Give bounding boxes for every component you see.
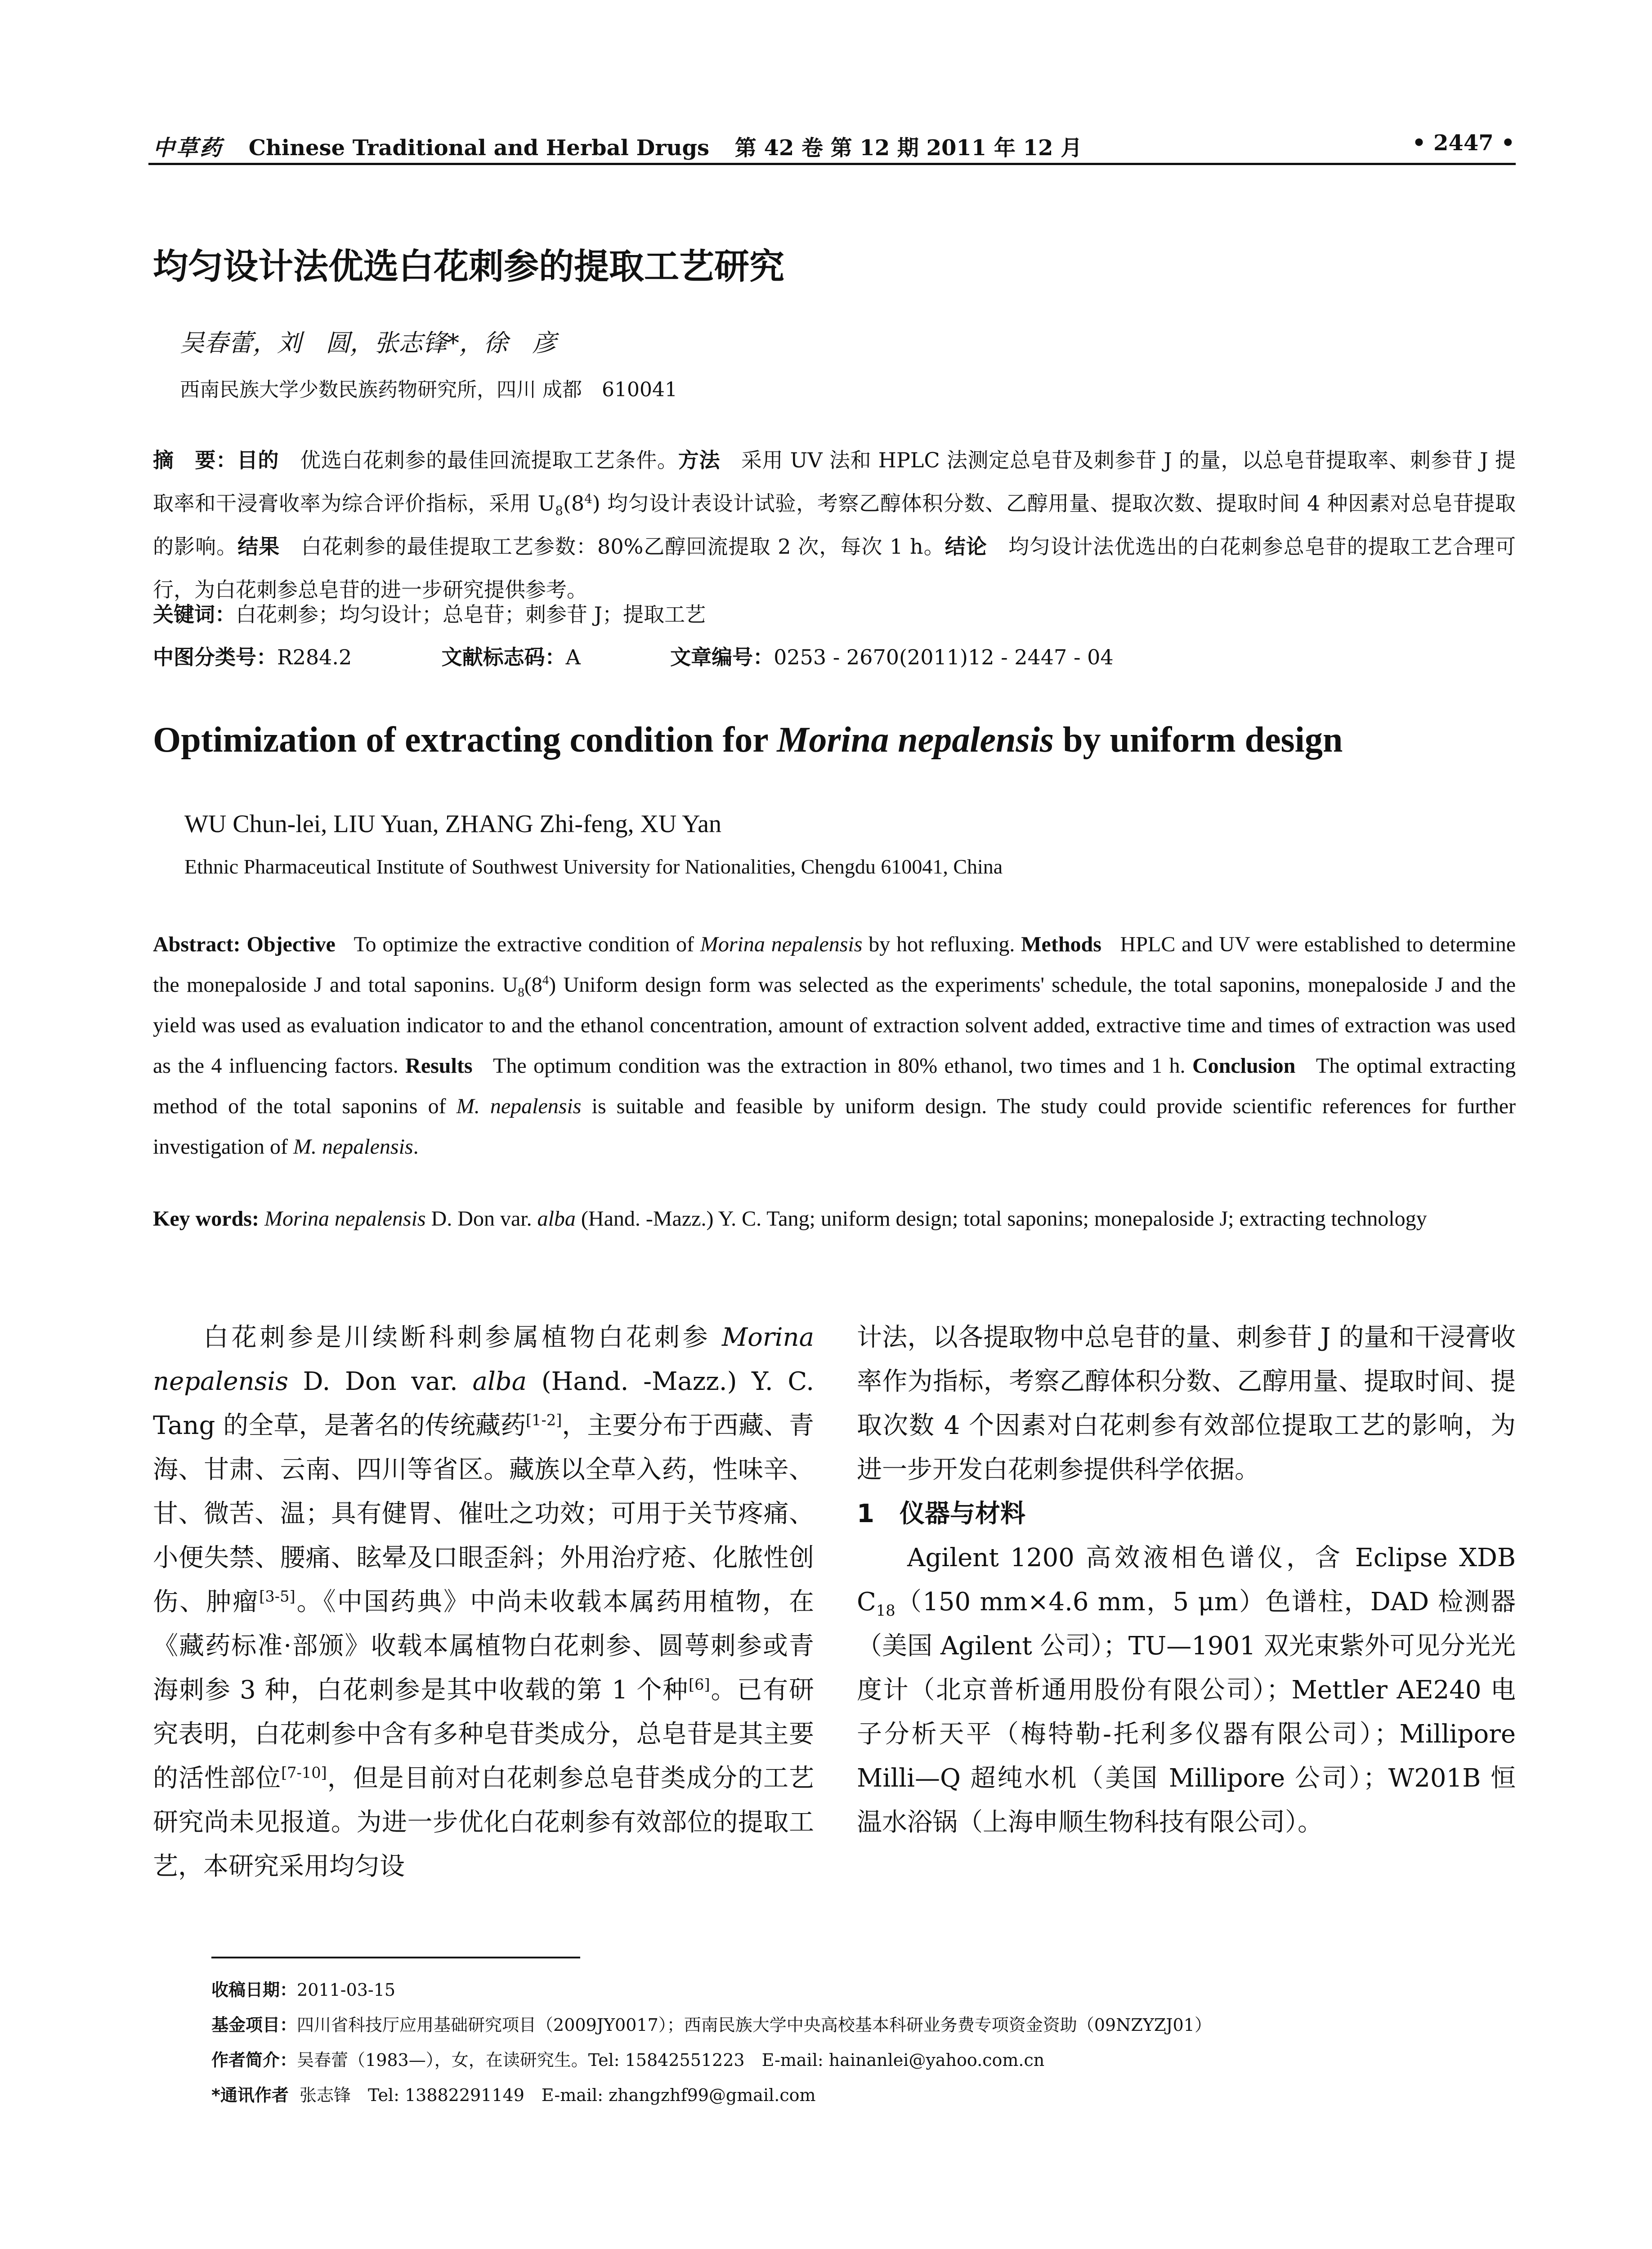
- title-en-species: Morina nepalensis: [777, 720, 1054, 760]
- objective-en-a: To optimize the extractive condition of: [354, 932, 700, 956]
- methods-en-sup: 4: [542, 973, 549, 987]
- keywords-cn-label: 关键词：: [153, 602, 236, 627]
- article-no-label: 文章编号：: [670, 645, 774, 669]
- objective-label-en: Objective: [246, 932, 336, 956]
- citation-ref: [6]: [689, 1676, 710, 1693]
- keywords-cn: [153, 598, 1516, 628]
- classification-row: [153, 641, 1516, 671]
- conclusion-en-species-2: M. nepalensis: [293, 1135, 413, 1159]
- intro-variety: alba: [472, 1367, 527, 1396]
- section-heading-1: 1 仪器与材料: [857, 1499, 1025, 1528]
- footnotes: [211, 1972, 1516, 2113]
- keywords-en-text-1: D. Don var.: [425, 1207, 537, 1231]
- title-en-pre: Optimization of extracting condition for: [153, 720, 777, 760]
- footnote-received: [211, 1972, 1516, 2007]
- doc-code-label: 文献标志码：: [441, 645, 566, 669]
- conclusion-en-c: .: [413, 1135, 419, 1159]
- keywords-en-text-2: (Hand. -Mazz.) Y. C. Tang; uniform design; total saponins; monepaloside J; extracting technology: [575, 1207, 1427, 1231]
- footnote-fund: [211, 2007, 1516, 2043]
- intro-a: 白花刺参是川续断科刺参属植物白花刺参: [203, 1323, 722, 1352]
- objective-en-b: by hot refluxing.: [862, 932, 1015, 956]
- conclusion-en-b: is suitable and feasible by uniform design. The study could provide scientific references for further investigation of: [153, 1094, 1516, 1159]
- fund-label: 基金项目：: [211, 2015, 297, 2035]
- conclusion-label-cn: 结论: [945, 534, 987, 559]
- intro-c: (Hand. -Mazz.) Y. C. Tang 的全草，是著名的传统藏药: [153, 1367, 815, 1440]
- objective-en-species: Morina nepalensis: [700, 932, 863, 956]
- instruments-sub: 18: [876, 1602, 895, 1620]
- methods-en-c: ) Uniform design form was selected as the experiments' schedule, the total saponins, monepaloside J and the yield was used as evaluation indicator to and the ethanol concentration, amount of extraction solvent added, extractive time and times of extraction was used as the 4 influencing factors.: [153, 973, 1516, 1078]
- corresponding-label: *通讯作者: [211, 2085, 289, 2105]
- body-column-right: [857, 1316, 1516, 1845]
- abstract-en: [153, 924, 1516, 1167]
- header-rule: [148, 163, 1516, 165]
- instruments-a: Agilent 1200 高效液相色谱仪，含 Eclipse XDB C: [857, 1543, 1516, 1617]
- intro-paragraph: [153, 1316, 814, 1889]
- objective-cn: 优选白花刺参的最佳回流提取工艺条件。: [300, 448, 678, 472]
- intro-e: 。《中国药典》中尚未收载本属药用植物，在《藏药标准·部颁》收载本属植物白花刺参、圆萼刺参或青海刺参 3 种，白花刺参是其中收载的第 1 个种: [153, 1587, 815, 1705]
- intro-species: Morina nepalensis: [153, 1323, 814, 1396]
- body-column-left: [153, 1316, 814, 1889]
- methods-label-cn: 方法: [678, 448, 721, 472]
- conclusion-cn: 均匀设计法优选出的白花刺参总皂苷的提取工艺合理可行，为白花刺参总皂苷的进一步研究提供参考。: [153, 534, 1516, 602]
- received-label: 收稿日期：: [211, 1980, 297, 2000]
- affiliation-cn: 西南民族大学少数民族药物研究所，四川 成都 610041: [180, 378, 677, 401]
- keywords-cn-text: 白花刺参；均匀设计；总皂苷；刺参苷 J；提取工艺: [236, 602, 706, 627]
- conclusion-label-en: Conclusion: [1192, 1054, 1296, 1078]
- results-en: The optimum condition was the extraction in 80% ethanol, two times and 1 h.: [493, 1054, 1186, 1078]
- results-label-en: Results: [405, 1054, 473, 1078]
- intro-g: ，但是目前对白花刺参总皂苷类成分的工艺研究尚未见报道。为进一步优化白花刺参有效部位的提取工艺，本研究采用均匀设: [153, 1764, 815, 1881]
- author-bio-label: 作者简介：: [211, 2050, 297, 2070]
- title-en: [153, 720, 1343, 761]
- results-cn: 白花刺参的最佳提取工艺参数：80%乙醇回流提取 2 次，每次 1 h。: [301, 534, 945, 559]
- fund-text: 四川省科技厅应用基础研究项目（2009JY0017）；西南民族大学中央高校基本科研业务费专项资金资助（09NZYZJ01）: [297, 2015, 1212, 2035]
- author-bio-text: 吴春蕾（1983—），女，在读研究生。Tel: 15842551223 E-mail: hainanlei@yahoo.com.cn: [297, 2050, 1045, 2070]
- methods-en-b: (8: [524, 973, 542, 997]
- affiliation-en: Ethnic Pharmaceutical Institute of Southwest University for Nationalities, Chengdu 610041, China: [184, 855, 1003, 878]
- keywords-en-species: Morina nepalensis: [264, 1207, 426, 1231]
- corresponding-text: 张志锋 Tel: 13882291149 E-mail: zhangzhf99@gmail.com: [300, 2085, 816, 2105]
- running-header: [153, 130, 1502, 161]
- methods-cn-c: ) 均匀设计表设计试验，考察乙醇体积分数、乙醇用量、提取次数、提取时间 4 种因素对总皂苷提取的影响。: [153, 491, 1516, 559]
- abstract-cn: [153, 439, 1516, 611]
- conclusion-en-species-1: M. nepalensis: [456, 1094, 582, 1118]
- footnote-rule: [211, 1957, 580, 1958]
- citation-ref: [1-2]: [526, 1411, 562, 1429]
- keywords-en-variety: alba: [537, 1207, 576, 1231]
- authors-en: WU Chun-lei, LIU Yuan, ZHANG Zhi-feng, XU Yan: [184, 810, 721, 838]
- instruments-b: （150 mm×4.6 mm，5 μm）色谱柱，DAD 检测器（美国 Agilent 公司）；TU—1901 双光束紫外可见分光光度计（北京普析通用股份有限公司）；Mettler AE240 电子分析天平（梅特勒-托利多仪器有限公司）；Millipore Milli—Q 超纯水机（美国 Millipore 公司）；W201B 恒温水浴锅（上海申顺生物科技有限公司）。: [857, 1587, 1516, 1837]
- clc-label: 中图分类号：: [153, 645, 277, 669]
- methods-cn-a: 采用 UV 法和 HPLC 法测定总皂苷及刺参苷 J 的量，以总皂苷提取率、刺参苷 J 提取率和干浸膏收率为综合评价指标，采用 U: [153, 448, 1516, 515]
- intro-f: 。已有研究表明，白花刺参中含有多种皂苷类成分，总皂苷是其主要的活性部位: [153, 1676, 815, 1793]
- journal-name-en: Chinese Traditional and Herbal Drugs: [248, 135, 710, 161]
- methods-label-en: Methods: [1021, 932, 1101, 956]
- intro-b: D. Don var.: [288, 1367, 473, 1396]
- journal-logo-cn: 中草药: [153, 135, 224, 161]
- title-en-post: by uniform design: [1053, 720, 1343, 760]
- received-date: 2011-03-15: [297, 1980, 396, 2000]
- results-label-cn: 结果: [237, 534, 280, 559]
- clc-value: R284.2: [277, 645, 352, 669]
- objective-label-cn: 目的: [237, 448, 279, 472]
- methods-cn-sub: 8: [555, 503, 563, 519]
- conclusion-en-a: The optimal extracting method of the total saponins of: [153, 1054, 1516, 1118]
- intro-continued: 计法，以各提取物中总皂苷的量、刺参苷 J 的量和干浸膏收率作为指标，考察乙醇体积分数、乙醇用量、提取时间、提取次数 4 个因素对白花刺参有效部位提取工艺的影响，为进一步开发白花刺参提供科学依据。: [857, 1323, 1516, 1484]
- article-no-value: 0253 - 2670(2011)12 - 2447 - 04: [774, 645, 1114, 669]
- citation-ref: [3-5]: [259, 1587, 295, 1605]
- abstract-cn-label: 摘 要：: [153, 448, 237, 472]
- page-number: • 2447 •: [1412, 130, 1515, 156]
- methods-en-a: HPLC and UV were established to determine the monepaloside J and total saponins. U: [153, 932, 1516, 997]
- instruments-paragraph: [857, 1536, 1516, 1845]
- title-cn: 均匀设计法优选白花刺参的提取工艺研究: [153, 246, 785, 287]
- citation-ref: [7-10]: [281, 1764, 327, 1782]
- footnote-author: [211, 2043, 1516, 2078]
- keywords-en-label: Key words:: [153, 1207, 259, 1231]
- methods-en-sub: 8: [518, 985, 524, 1000]
- footnote-correspondence: [211, 2078, 1516, 2113]
- intro-d: ，主要分布于西藏、青海、甘肃、云南、四川等省区。藏族以全草入药，性味辛、甘、微苦、温；具有健胃、催吐之功效；可用于关节疼痛、小便失禁、腰痛、眩晕及口眼歪斜；外用治疗疮、化脓性创伤、肿瘤: [153, 1411, 814, 1617]
- authors-cn: 吴春蕾，刘 圆，张志锋*，徐 彦: [180, 329, 556, 357]
- issue-info: 第 42 卷 第 12 期 2011 年 12 月: [734, 135, 1083, 161]
- doc-code-value: A: [565, 645, 581, 669]
- methods-cn-sup: 4: [584, 491, 592, 506]
- abstract-en-label: Abstract:: [153, 932, 241, 956]
- methods-cn-b: (8: [563, 491, 585, 515]
- keywords-en: [153, 1199, 1516, 1239]
